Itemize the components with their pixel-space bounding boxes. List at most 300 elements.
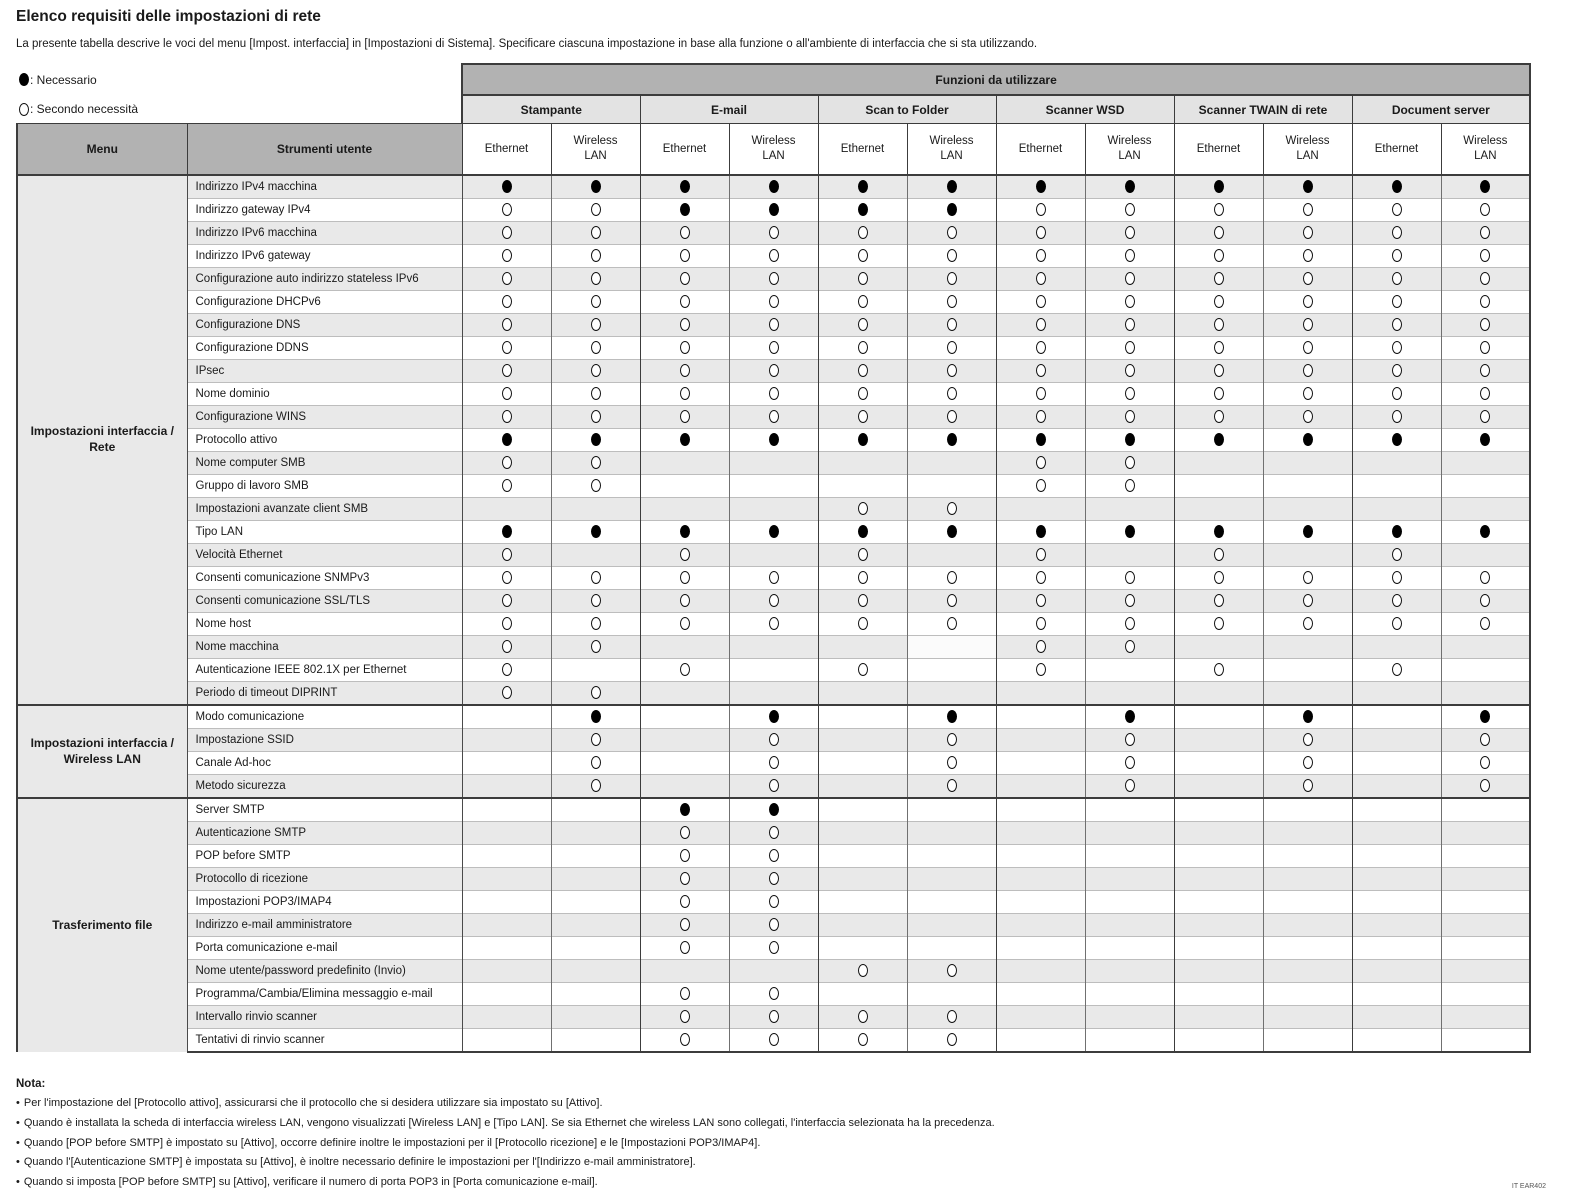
mark-cell <box>729 199 818 222</box>
optional-mark-icon <box>680 410 690 423</box>
mark-cell <box>1263 822 1352 845</box>
optional-mark-icon <box>1392 272 1402 285</box>
required-mark-icon <box>947 710 957 723</box>
required-mark-icon <box>1036 180 1046 193</box>
mark-cell <box>729 613 818 636</box>
optional-mark-icon <box>1303 364 1313 377</box>
mark-cell <box>551 245 640 268</box>
mark-cell <box>907 775 996 799</box>
required-mark-icon <box>1303 180 1313 193</box>
mark-cell <box>640 291 729 314</box>
row-label: Server SMTP <box>187 798 462 822</box>
mark-cell <box>1085 475 1174 498</box>
mark-cell <box>818 360 907 383</box>
optional-mark-icon <box>1214 295 1224 308</box>
row-label: IPsec <box>187 360 462 383</box>
mark-cell <box>996 406 1085 429</box>
mark-cell <box>1085 544 1174 567</box>
table-row <box>17 682 1530 706</box>
mark-cell <box>996 452 1085 475</box>
mark-cell <box>818 406 907 429</box>
optional-mark-icon <box>947 964 957 977</box>
optional-mark-icon <box>947 502 957 515</box>
mark-cell <box>462 567 551 590</box>
table-row <box>17 822 1530 845</box>
required-mark-icon <box>1480 710 1490 723</box>
mark-cell <box>462 659 551 682</box>
optional-mark-icon <box>858 502 868 515</box>
mark-cell <box>462 245 551 268</box>
mark-cell <box>996 752 1085 775</box>
optional-mark-icon <box>769 272 779 285</box>
mark-cell <box>996 245 1085 268</box>
menu-section-cell: Trasferimento file <box>17 798 187 1052</box>
header-row-groups <box>17 95 1530 124</box>
mark-cell <box>996 1029 1085 1053</box>
mark-cell <box>1174 544 1263 567</box>
mark-cell <box>907 429 996 452</box>
mark-cell <box>1174 268 1263 291</box>
optional-mark-icon <box>502 548 512 561</box>
note-bullet: • <box>16 1097 20 1109</box>
mark-cell <box>907 960 996 983</box>
optional-mark-icon <box>502 410 512 423</box>
mark-cell <box>1263 705 1352 729</box>
optional-mark-icon <box>1125 594 1135 607</box>
mark-cell <box>1441 475 1530 498</box>
mark-cell <box>1263 337 1352 360</box>
required-mark-icon <box>1214 180 1224 193</box>
row-label: Velocità Ethernet <box>187 544 462 567</box>
mark-cell <box>640 937 729 960</box>
row-label: Indirizzo IPv4 macchina <box>187 175 462 199</box>
mark-cell <box>1441 452 1530 475</box>
mark-cell <box>996 914 1085 937</box>
optional-mark-icon <box>591 295 601 308</box>
mark-cell <box>818 960 907 983</box>
optional-mark-icon <box>769 295 779 308</box>
mark-cell <box>729 498 818 521</box>
mark-cell <box>907 705 996 729</box>
mark-cell <box>818 914 907 937</box>
mark-cell <box>551 452 640 475</box>
mark-cell <box>1263 891 1352 914</box>
menu-section-cell: Impostazioni interfaccia / Wireless LAN <box>17 705 187 798</box>
optional-mark-icon <box>1125 249 1135 262</box>
mark-cell <box>551 291 640 314</box>
mark-cell <box>1263 175 1352 199</box>
mark-cell <box>818 521 907 544</box>
required-mark-icon <box>1125 433 1135 446</box>
table-row <box>17 798 1530 822</box>
optional-mark-icon <box>1036 640 1046 653</box>
optional-mark-icon <box>769 594 779 607</box>
mark-cell <box>462 682 551 706</box>
mark-cell <box>1441 891 1530 914</box>
row-label: Canale Ad-hoc <box>187 752 462 775</box>
optional-mark-icon <box>1125 226 1135 239</box>
mark-cell <box>729 636 818 659</box>
mark-cell <box>1085 175 1174 199</box>
row-label: Nome utente/password predefinito (Invio) <box>187 960 462 983</box>
row-label: Protocollo di ricezione <box>187 868 462 891</box>
required-mark-icon <box>19 73 29 86</box>
optional-mark-icon <box>947 571 957 584</box>
mark-cell <box>1352 868 1441 891</box>
mark-cell <box>729 337 818 360</box>
mark-cell <box>729 222 818 245</box>
mark-cell <box>1085 222 1174 245</box>
mark-cell <box>1263 1029 1352 1053</box>
row-label: Metodo sicurezza <box>187 775 462 799</box>
mark-cell <box>640 983 729 1006</box>
functions-span-header: Funzioni da utilizzare <box>462 64 1530 95</box>
table-row <box>17 337 1530 360</box>
row-label: Nome host <box>187 613 462 636</box>
mark-cell <box>1085 775 1174 799</box>
mark-cell <box>907 175 996 199</box>
optional-mark-icon <box>591 571 601 584</box>
mark-cell <box>818 1006 907 1029</box>
mark-cell <box>907 914 996 937</box>
mark-cell <box>907 636 996 659</box>
mark-cell <box>996 705 1085 729</box>
mark-cell <box>907 337 996 360</box>
required-mark-icon <box>502 525 512 538</box>
required-mark-icon <box>502 180 512 193</box>
mark-cell <box>1263 314 1352 337</box>
table-row <box>17 291 1530 314</box>
row-label: Indirizzo e-mail amministratore <box>187 914 462 937</box>
mark-cell <box>729 1006 818 1029</box>
mark-cell <box>1085 752 1174 775</box>
optional-mark-icon <box>1392 226 1402 239</box>
mark-cell <box>818 613 907 636</box>
mark-cell <box>640 452 729 475</box>
mark-cell <box>818 937 907 960</box>
mark-cell <box>729 521 818 544</box>
mark-cell <box>640 705 729 729</box>
mark-cell <box>1352 314 1441 337</box>
mark-cell <box>551 406 640 429</box>
mark-cell <box>551 891 640 914</box>
mark-cell <box>1441 521 1530 544</box>
mark-cell <box>1441 291 1530 314</box>
mark-cell <box>640 659 729 682</box>
mark-cell <box>640 498 729 521</box>
mark-cell <box>1174 222 1263 245</box>
mark-cell <box>1085 268 1174 291</box>
optional-mark-icon <box>680 1033 690 1046</box>
optional-mark-icon <box>858 249 868 262</box>
mark-cell <box>1441 268 1530 291</box>
optional-mark-icon <box>1214 364 1224 377</box>
mark-cell <box>729 659 818 682</box>
mark-cell <box>1441 544 1530 567</box>
optional-mark-icon <box>1125 364 1135 377</box>
required-mark-icon <box>1480 433 1490 446</box>
mark-cell <box>1263 960 1352 983</box>
mark-cell <box>1441 199 1530 222</box>
mark-cell <box>551 798 640 822</box>
table-row <box>17 567 1530 590</box>
mark-cell <box>640 636 729 659</box>
optional-mark-icon <box>769 756 779 769</box>
row-label: Gruppo di lavoro SMB <box>187 475 462 498</box>
mark-cell <box>462 291 551 314</box>
note-bullet: • <box>16 1176 20 1188</box>
required-mark-icon <box>1214 433 1224 446</box>
mark-cell <box>996 590 1085 613</box>
mark-cell <box>462 613 551 636</box>
mark-cell <box>1174 314 1263 337</box>
mark-cell <box>640 868 729 891</box>
mark-cell <box>907 798 996 822</box>
optional-mark-icon <box>769 249 779 262</box>
mark-cell <box>729 452 818 475</box>
mark-cell <box>1174 914 1263 937</box>
mark-cell <box>640 383 729 406</box>
mark-cell <box>1174 845 1263 868</box>
mark-cell <box>1352 983 1441 1006</box>
row-label: Impostazione SSID <box>187 729 462 752</box>
optional-mark-icon <box>769 987 779 1000</box>
mark-cell <box>1174 406 1263 429</box>
optional-mark-icon <box>947 1010 957 1023</box>
optional-mark-icon <box>502 456 512 469</box>
row-label: Nome dominio <box>187 383 462 406</box>
mark-cell <box>1263 222 1352 245</box>
optional-mark-icon <box>769 571 779 584</box>
mark-cell <box>1263 798 1352 822</box>
mark-cell <box>818 222 907 245</box>
required-mark-icon <box>858 525 868 538</box>
subcol-header: Wireless LAN <box>1263 124 1352 176</box>
mark-cell <box>1174 868 1263 891</box>
optional-mark-icon <box>1125 318 1135 331</box>
mark-cell <box>1441 498 1530 521</box>
optional-mark-icon <box>947 272 957 285</box>
mark-cell <box>729 682 818 706</box>
optional-mark-icon <box>947 617 957 630</box>
mark-cell <box>1174 682 1263 706</box>
mark-cell <box>729 1029 818 1053</box>
table-row <box>17 590 1530 613</box>
header-row-subcols <box>17 124 1530 176</box>
mark-cell <box>551 383 640 406</box>
optional-mark-icon <box>1480 571 1490 584</box>
optional-mark-icon <box>1125 410 1135 423</box>
mark-cell <box>729 245 818 268</box>
optional-mark-icon <box>680 849 690 862</box>
mark-cell <box>1352 429 1441 452</box>
mark-cell <box>1174 822 1263 845</box>
optional-mark-icon <box>1214 249 1224 262</box>
optional-mark-icon <box>1303 594 1313 607</box>
mark-cell <box>1263 729 1352 752</box>
optional-mark-icon <box>769 1033 779 1046</box>
mark-cell <box>818 429 907 452</box>
optional-mark-icon <box>1125 756 1135 769</box>
required-mark-icon <box>1303 525 1313 538</box>
required-mark-icon <box>1214 525 1224 538</box>
mark-cell <box>1085 937 1174 960</box>
note-text: Quando l'[Autenticazione SMTP] è impostata su [Attivo], è inoltre necessario definire le impostazioni per l'[Indirizzo e-mail amministratore]. <box>23 1156 696 1169</box>
optional-mark-icon <box>502 295 512 308</box>
mark-cell <box>1085 659 1174 682</box>
optional-mark-icon <box>502 686 512 699</box>
optional-mark-icon <box>591 456 601 469</box>
mark-cell <box>1085 245 1174 268</box>
mark-cell <box>1085 1029 1174 1053</box>
mark-cell <box>729 567 818 590</box>
required-mark-icon <box>947 433 957 446</box>
optional-mark-icon <box>1392 571 1402 584</box>
optional-mark-icon <box>1303 733 1313 746</box>
mark-cell <box>462 199 551 222</box>
mark-cell <box>1441 245 1530 268</box>
optional-mark-icon <box>1036 456 1046 469</box>
mark-cell <box>996 682 1085 706</box>
optional-mark-icon <box>1303 318 1313 331</box>
optional-mark-icon <box>858 663 868 676</box>
mark-cell <box>640 406 729 429</box>
optional-mark-icon <box>1125 387 1135 400</box>
optional-mark-icon <box>947 779 957 792</box>
optional-mark-icon <box>1480 594 1490 607</box>
optional-mark-icon <box>591 387 601 400</box>
optional-mark-icon <box>1036 272 1046 285</box>
mark-cell <box>729 291 818 314</box>
mark-cell <box>1441 983 1530 1006</box>
mark-cell <box>640 960 729 983</box>
required-mark-icon <box>769 180 779 193</box>
optional-mark-icon <box>769 226 779 239</box>
mark-cell <box>907 983 996 1006</box>
table-row <box>17 705 1530 729</box>
optional-mark-icon <box>1214 617 1224 630</box>
mark-cell <box>1174 590 1263 613</box>
required-mark-icon <box>680 525 690 538</box>
required-mark-icon <box>858 180 868 193</box>
mark-cell <box>640 822 729 845</box>
optional-mark-icon <box>591 203 601 216</box>
required-mark-icon <box>591 710 601 723</box>
mark-cell <box>1441 822 1530 845</box>
optional-mark-icon <box>680 318 690 331</box>
mark-cell <box>996 498 1085 521</box>
mark-cell <box>1174 960 1263 983</box>
mark-cell <box>1441 613 1530 636</box>
optional-mark-icon <box>591 364 601 377</box>
optional-mark-icon <box>1303 617 1313 630</box>
table-row <box>17 314 1530 337</box>
mark-cell <box>640 268 729 291</box>
optional-mark-icon <box>502 364 512 377</box>
row-label: Impostazioni POP3/IMAP4 <box>187 891 462 914</box>
required-mark-icon <box>591 525 601 538</box>
mark-cell <box>1352 752 1441 775</box>
mark-cell <box>462 452 551 475</box>
optional-mark-icon <box>1214 594 1224 607</box>
optional-mark-icon <box>1125 640 1135 653</box>
mark-cell <box>1263 1006 1352 1029</box>
required-mark-icon <box>769 525 779 538</box>
mark-cell <box>1174 291 1263 314</box>
mark-cell <box>462 475 551 498</box>
optional-mark-icon <box>680 872 690 885</box>
mark-cell <box>996 291 1085 314</box>
note-text: Quando è installata la scheda di interfaccia wireless LAN, vengono visualizzati [Wireless LAN] e [Tipo LAN]. Se sia Ethernet che wireless LAN sono collegati, l'interfaccia selezionata ha la precedenza. <box>23 1116 995 1129</box>
row-label: Indirizzo IPv6 gateway <box>187 245 462 268</box>
mark-cell <box>1174 752 1263 775</box>
row-label: Configurazione DHCPv6 <box>187 291 462 314</box>
mark-cell <box>462 1006 551 1029</box>
optional-mark-icon <box>769 872 779 885</box>
optional-mark-icon <box>769 826 779 839</box>
optional-mark-icon <box>591 410 601 423</box>
optional-mark-icon <box>502 272 512 285</box>
mark-cell <box>1174 383 1263 406</box>
group-header: Scanner TWAIN di rete <box>1174 95 1352 124</box>
mark-cell <box>1174 337 1263 360</box>
mark-cell <box>640 891 729 914</box>
mark-cell <box>1352 845 1441 868</box>
mark-cell <box>996 383 1085 406</box>
optional-mark-icon <box>1125 733 1135 746</box>
optional-mark-icon <box>680 826 690 839</box>
mark-cell <box>462 222 551 245</box>
mark-cell <box>551 222 640 245</box>
optional-mark-icon <box>1036 663 1046 676</box>
optional-mark-icon <box>1125 479 1135 492</box>
table-row <box>17 1006 1530 1029</box>
mark-cell <box>729 775 818 799</box>
optional-mark-icon <box>858 1010 868 1023</box>
mark-cell <box>640 475 729 498</box>
mark-cell <box>907 199 996 222</box>
mark-cell <box>907 567 996 590</box>
required-mark-icon <box>858 433 868 446</box>
mark-cell <box>1174 729 1263 752</box>
mark-cell <box>1174 360 1263 383</box>
optional-mark-icon <box>1480 249 1490 262</box>
optional-mark-icon <box>1480 756 1490 769</box>
required-mark-icon <box>947 203 957 216</box>
optional-mark-icon <box>858 571 868 584</box>
mark-cell <box>551 659 640 682</box>
optional-mark-icon <box>680 272 690 285</box>
optional-mark-icon <box>1214 387 1224 400</box>
optional-mark-icon <box>1480 341 1490 354</box>
mark-cell <box>1085 682 1174 706</box>
mark-cell <box>1085 360 1174 383</box>
required-mark-icon <box>1303 433 1313 446</box>
mark-cell <box>551 845 640 868</box>
group-header: Stampante <box>462 95 640 124</box>
mark-cell <box>1441 337 1530 360</box>
optional-mark-icon <box>502 249 512 262</box>
optional-mark-icon <box>1214 571 1224 584</box>
mark-cell <box>1441 429 1530 452</box>
mark-cell <box>729 475 818 498</box>
optional-mark-icon <box>858 410 868 423</box>
mark-cell <box>551 752 640 775</box>
optional-mark-icon <box>769 318 779 331</box>
mark-cell <box>729 798 818 822</box>
required-mark-icon <box>591 433 601 446</box>
mark-cell <box>551 567 640 590</box>
